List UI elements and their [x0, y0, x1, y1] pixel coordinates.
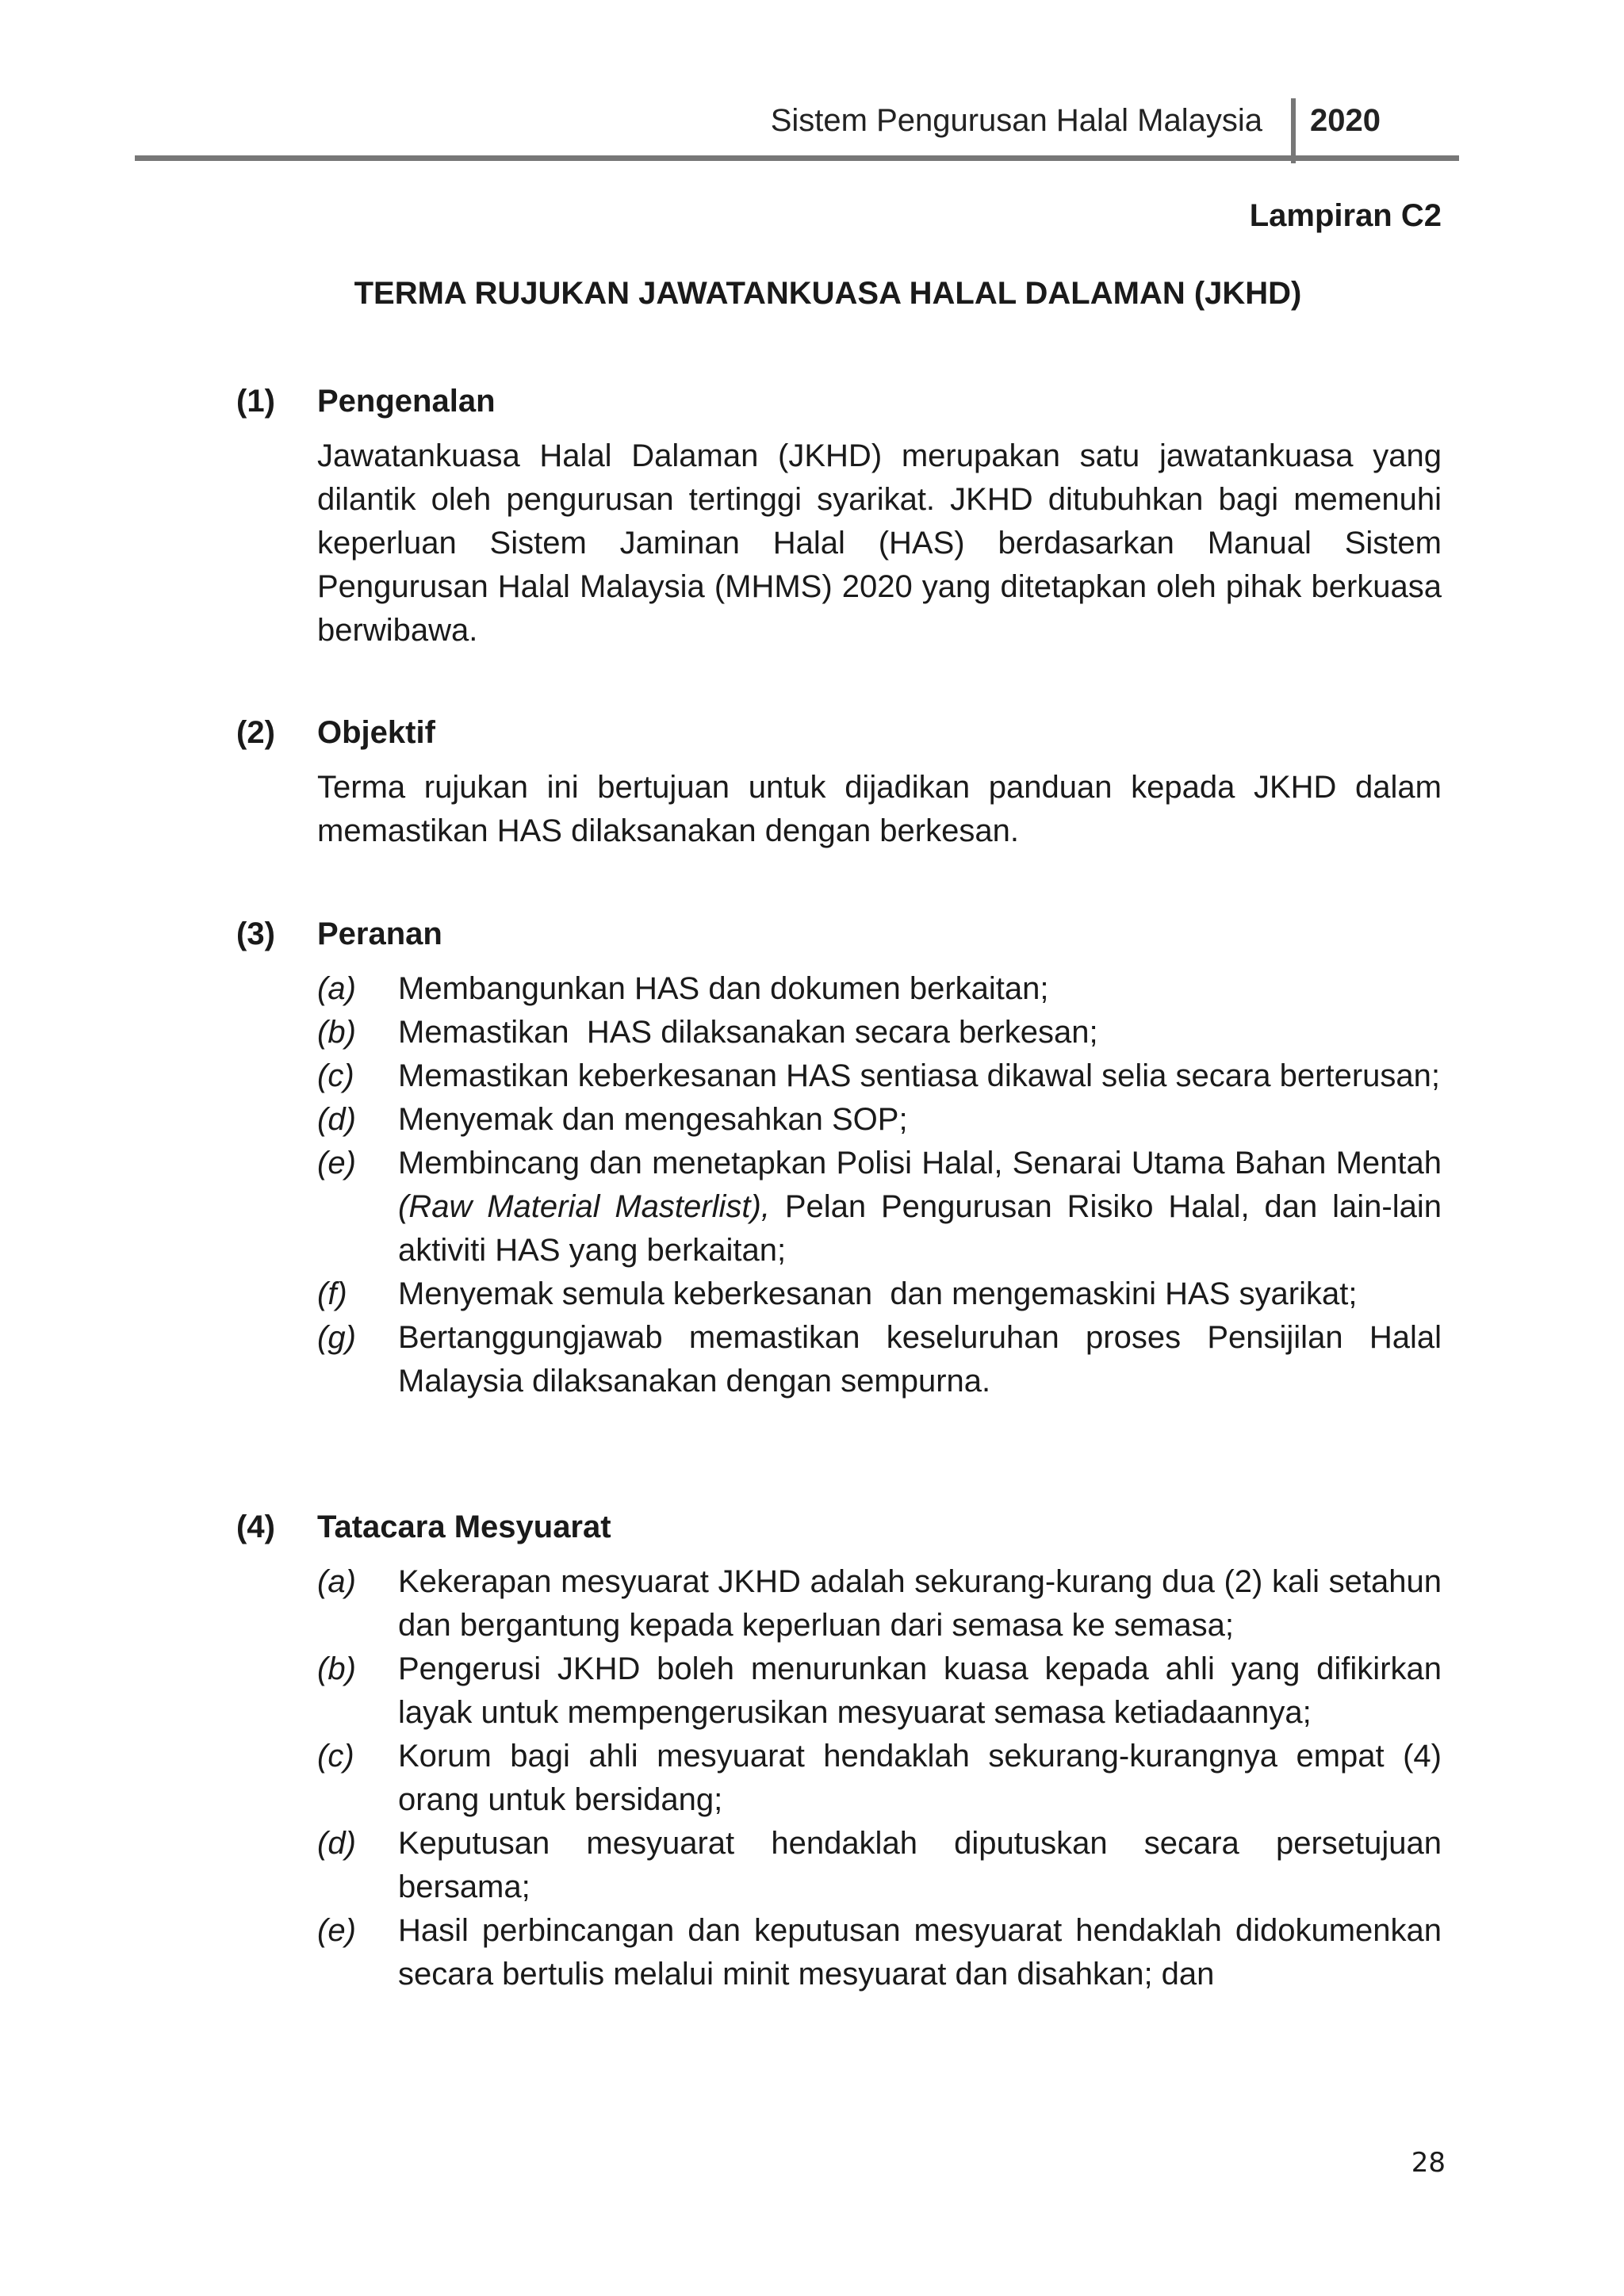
section-number: (1): [236, 384, 275, 419]
item-label: (e): [317, 1913, 356, 1948]
item-text: Menyemak dan mengesahkan SOP;: [398, 1102, 908, 1137]
list-item: [317, 1316, 1442, 1403]
list-item: [317, 1822, 1442, 1909]
section-heading-tatacara-mesyuarat: [236, 1510, 611, 1545]
list-item: [317, 1735, 1442, 1822]
section-title: Objektif: [317, 715, 435, 750]
list-item: [317, 1909, 1442, 1996]
header-title: Sistem Pengurusan Halal Malaysia: [770, 103, 1262, 138]
item-label: (f): [317, 1276, 347, 1311]
appendix-label: Lampiran C2: [1249, 198, 1442, 233]
list-item: [317, 1272, 1442, 1316]
item-label: (g): [317, 1320, 356, 1355]
tatacara-list: [317, 1560, 1442, 1996]
item-text-italic: (Raw Material Masterlist),: [398, 1189, 770, 1224]
item-label: (d): [317, 1102, 356, 1137]
item-label: (c): [317, 1739, 354, 1774]
item-label: (c): [317, 1058, 354, 1093]
item-text: Kekerapan mesyuarat JKHD adalah sekurang-kurang dua (2) kali setahun dan bergantung kepada keperluan dari semasa ke semasa;: [398, 1564, 1442, 1643]
page-number: 28: [1411, 2147, 1446, 2179]
section-number: (3): [236, 916, 275, 951]
item-label: (b): [317, 1015, 356, 1050]
list-item: [317, 1011, 1442, 1054]
item-text-part: Pelan Pengurusan Risiko Halal, dan lain-lain aktiviti HAS yang berkaitan;: [398, 1189, 1442, 1268]
section-number: (4): [236, 1510, 275, 1544]
section-heading-objektif: [236, 715, 435, 751]
section-body-pengenalan: Jawatankuasa Halal Dalaman (JKHD) merupakan satu jawatankuasa yang dilantik oleh pengurusan tertinggi syarikat. JKHD ditubuhkan bagi memenuhi keperluan Sistem Jaminan Halal (HAS) berdasarkan Manual Sistem Pengurusan Halal Malaysia (MHMS) 2020 yang ditetapkan oleh pihak berkuasa berwibawa.: [317, 438, 1442, 648]
item-text: Membangunkan HAS dan dokumen berkaitan;: [398, 971, 1049, 1006]
item-label: (a): [317, 971, 356, 1006]
list-item: [317, 1098, 1442, 1142]
item-text: Pengerusi JKHD boleh menurunkan kuasa kepada ahli yang difikirkan layak untuk mempengerusikan mesyuarat semasa ketiadaannya;: [398, 1651, 1442, 1730]
list-item: [317, 1560, 1442, 1647]
document-title: TERMA RUJUKAN JAWATANKUASA HALAL DALAMAN (JKHD): [354, 276, 1302, 311]
header-rule: [135, 155, 1459, 161]
list-item: [317, 1054, 1442, 1098]
item-label: (d): [317, 1826, 356, 1861]
item-text: Keputusan mesyuarat hendaklah diputuskan secara persetujuan bersama;: [398, 1826, 1442, 1904]
header-year: 2020: [1310, 103, 1381, 138]
item-text: Menyemak semula keberkesanan dan mengemaskini HAS syarikat;: [398, 1276, 1358, 1311]
item-text: Memastikan keberkesanan HAS sentiasa dikawal selia secara berterusan;: [398, 1058, 1441, 1093]
list-item: [317, 1647, 1442, 1735]
section-number: (2): [236, 715, 275, 750]
item-text-part: Membincang dan menetapkan Polisi Halal, Senarai Utama Bahan Mentah: [398, 1146, 1442, 1181]
header-separator: [1291, 98, 1296, 163]
item-text: Korum bagi ahli mesyuarat hendaklah sekurang-kurangnya empat (4) orang untuk bersidang;: [398, 1739, 1442, 1817]
list-item: [317, 967, 1442, 1011]
section-title: Pengenalan: [317, 384, 496, 419]
item-text: Bertanggungjawab memastikan keseluruhan proses Pensijilan Halal Malaysia dilaksanakan dengan sempurna.: [398, 1320, 1442, 1399]
section-title: Peranan: [317, 916, 442, 951]
item-text: [398, 1142, 1442, 1272]
section-title: Tatacara Mesyuarat: [317, 1510, 611, 1544]
item-label: (a): [317, 1564, 356, 1599]
item-text: Hasil perbincangan dan keputusan mesyuarat hendaklah didokumenkan secara bertulis melalui minit mesyuarat dan disahkan; dan: [398, 1913, 1442, 1992]
item-label: (b): [317, 1651, 356, 1686]
item-label: (e): [317, 1146, 356, 1181]
list-item: [317, 1142, 1442, 1272]
item-text: Memastikan HAS dilaksanakan secara berkesan;: [398, 1015, 1098, 1050]
section-heading-peranan: [236, 916, 442, 952]
section-body-objektif: Terma rujukan ini bertujuan untuk dijadikan panduan kepada JKHD dalam memastikan HAS dilaksanakan dengan berkesan.: [317, 770, 1442, 848]
section-heading-pengenalan: [236, 384, 496, 419]
page-header: [135, 94, 1459, 162]
peranan-list: [317, 967, 1442, 1403]
